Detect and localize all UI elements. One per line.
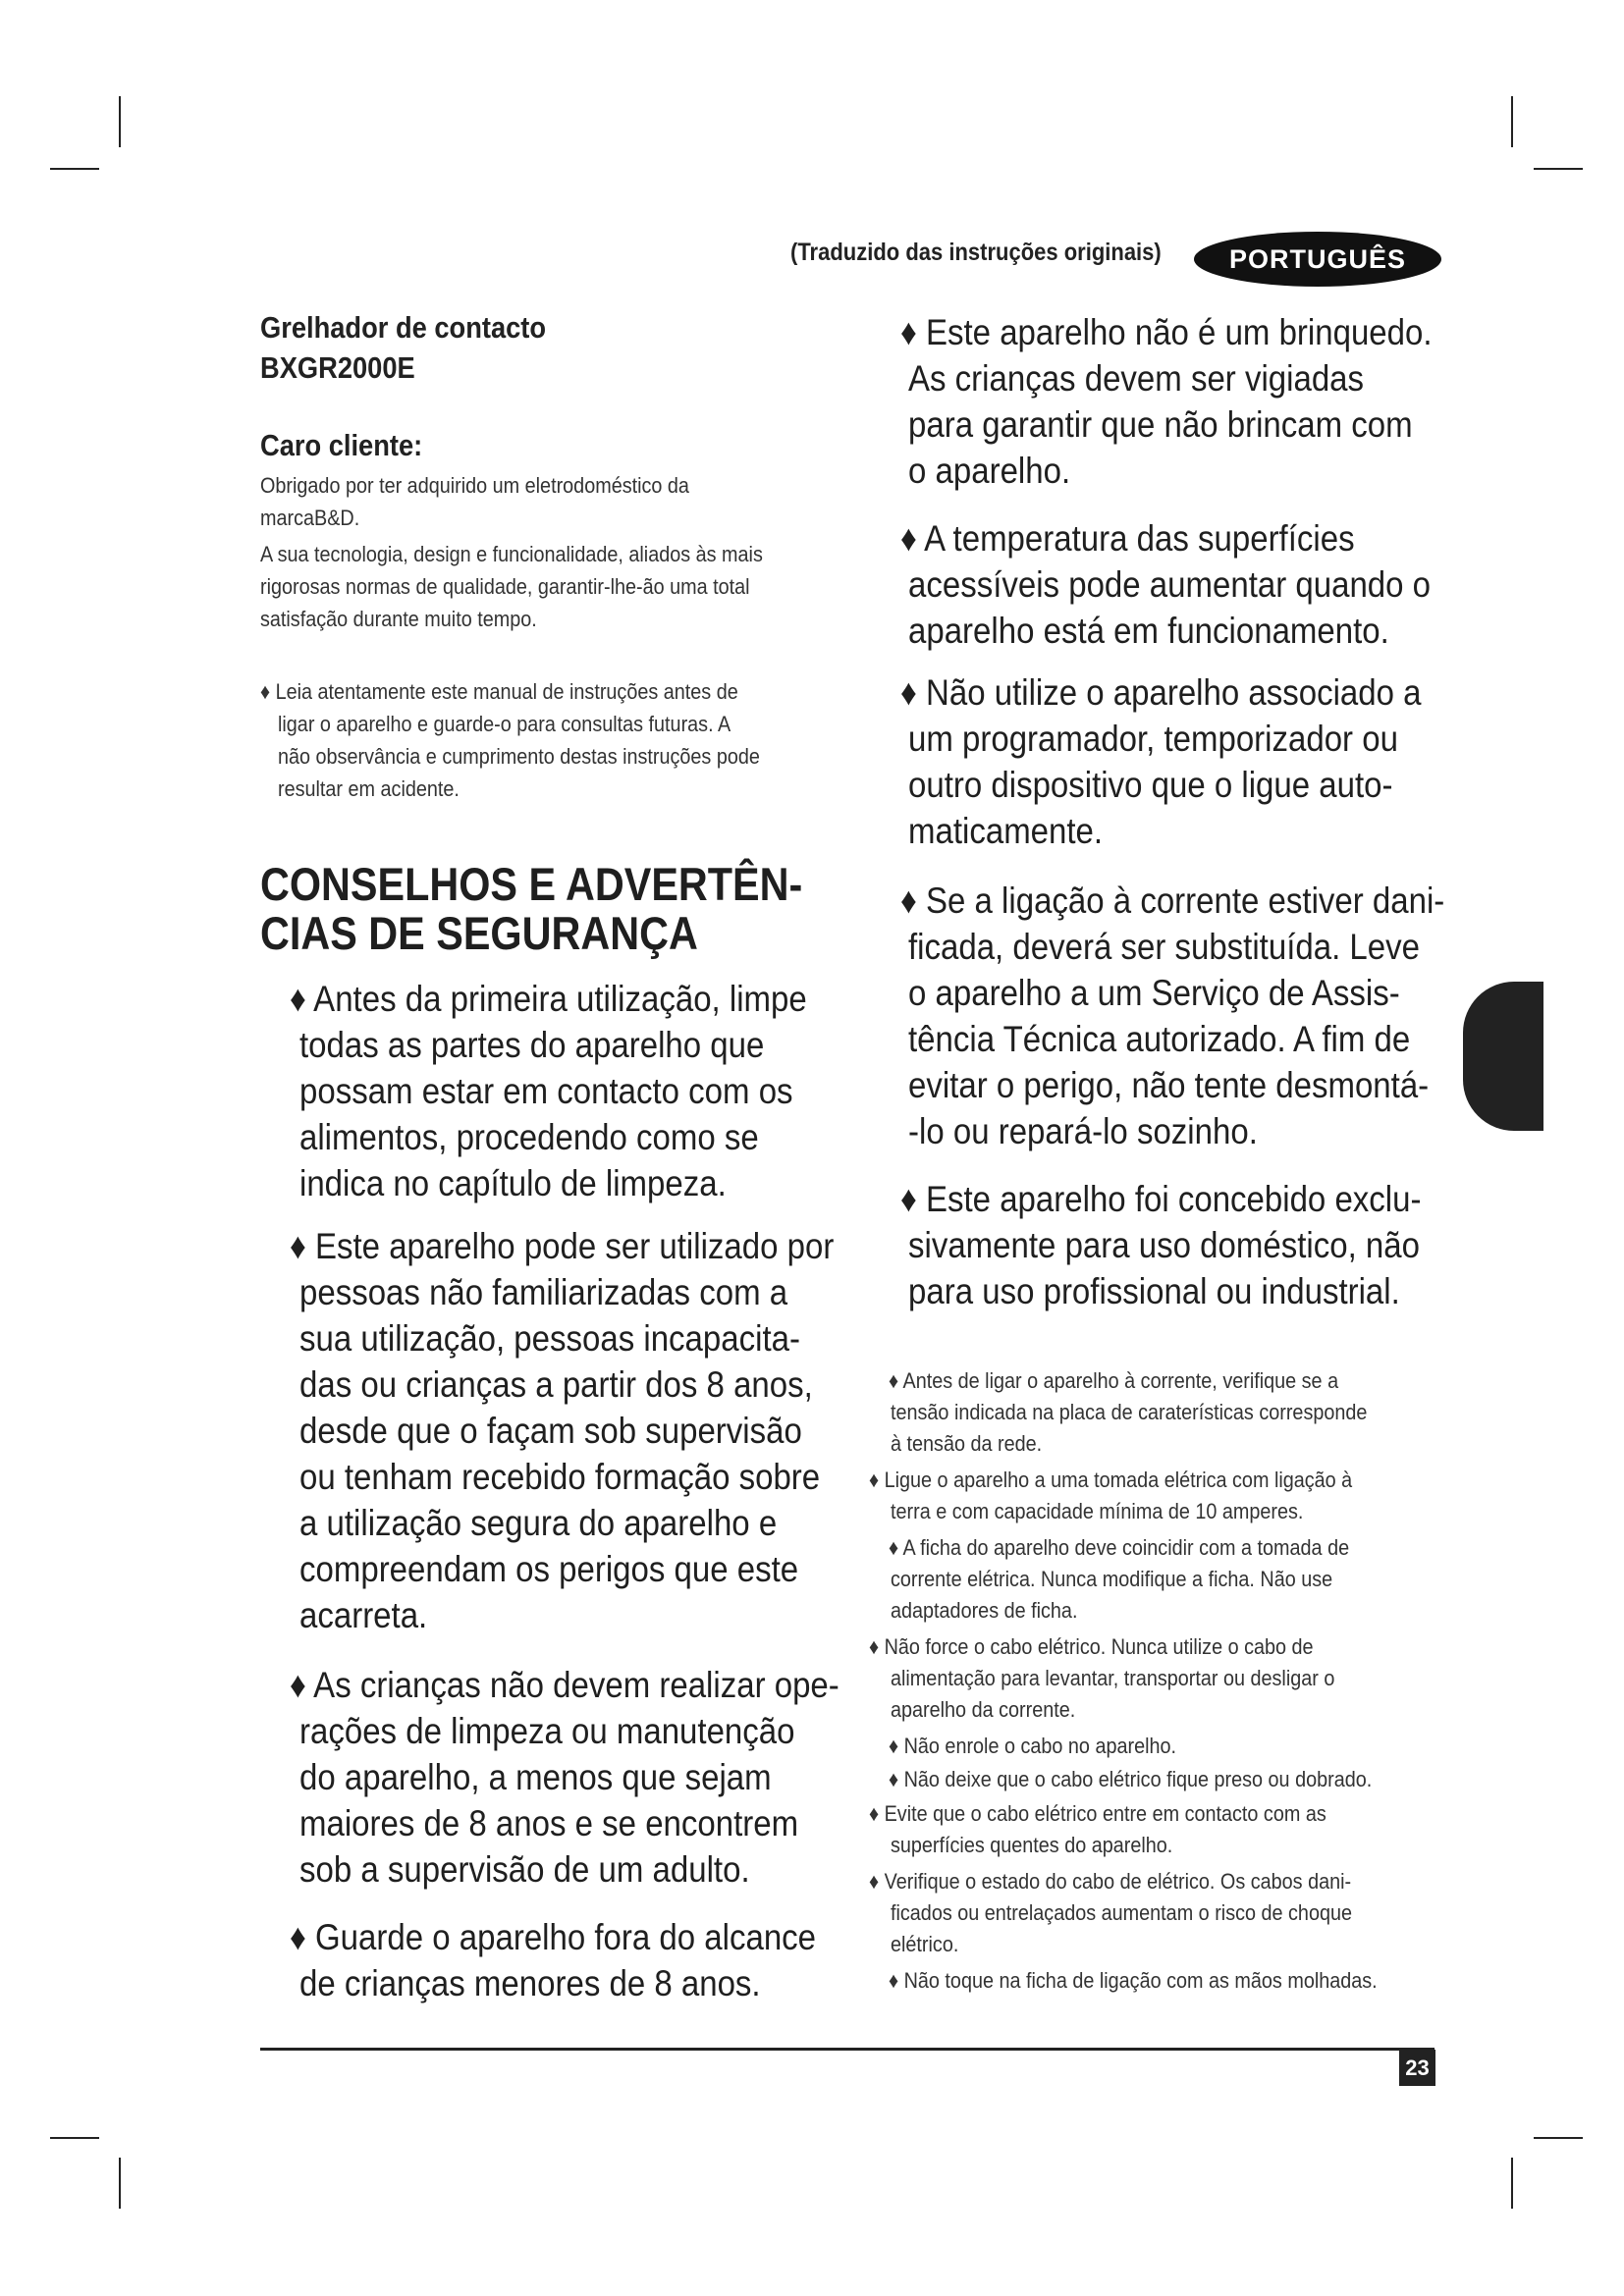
crop-mark-tl-h — [50, 168, 99, 170]
product-model: BXGR2000E — [260, 350, 415, 385]
crop-mark-br-v — [1511, 2158, 1513, 2209]
footer-rule — [260, 2048, 1435, 2051]
crop-mark-tl-v — [119, 96, 121, 147]
page-number: 23 — [1399, 2050, 1435, 2086]
language-badge: PORTUGUÊS — [1194, 232, 1441, 287]
product-name: Grelhador de contacto — [260, 310, 547, 345]
crop-mark-bl-v — [119, 2158, 121, 2209]
translation-note: (Traduzido das instruções originais) — [790, 239, 1162, 266]
greeting: Caro cliente: — [260, 428, 423, 462]
crop-mark-tr-v — [1511, 96, 1513, 147]
crop-mark-tr-h — [1534, 168, 1583, 170]
crop-mark-br-h — [1534, 2137, 1583, 2139]
crop-mark-bl-h — [50, 2137, 99, 2139]
